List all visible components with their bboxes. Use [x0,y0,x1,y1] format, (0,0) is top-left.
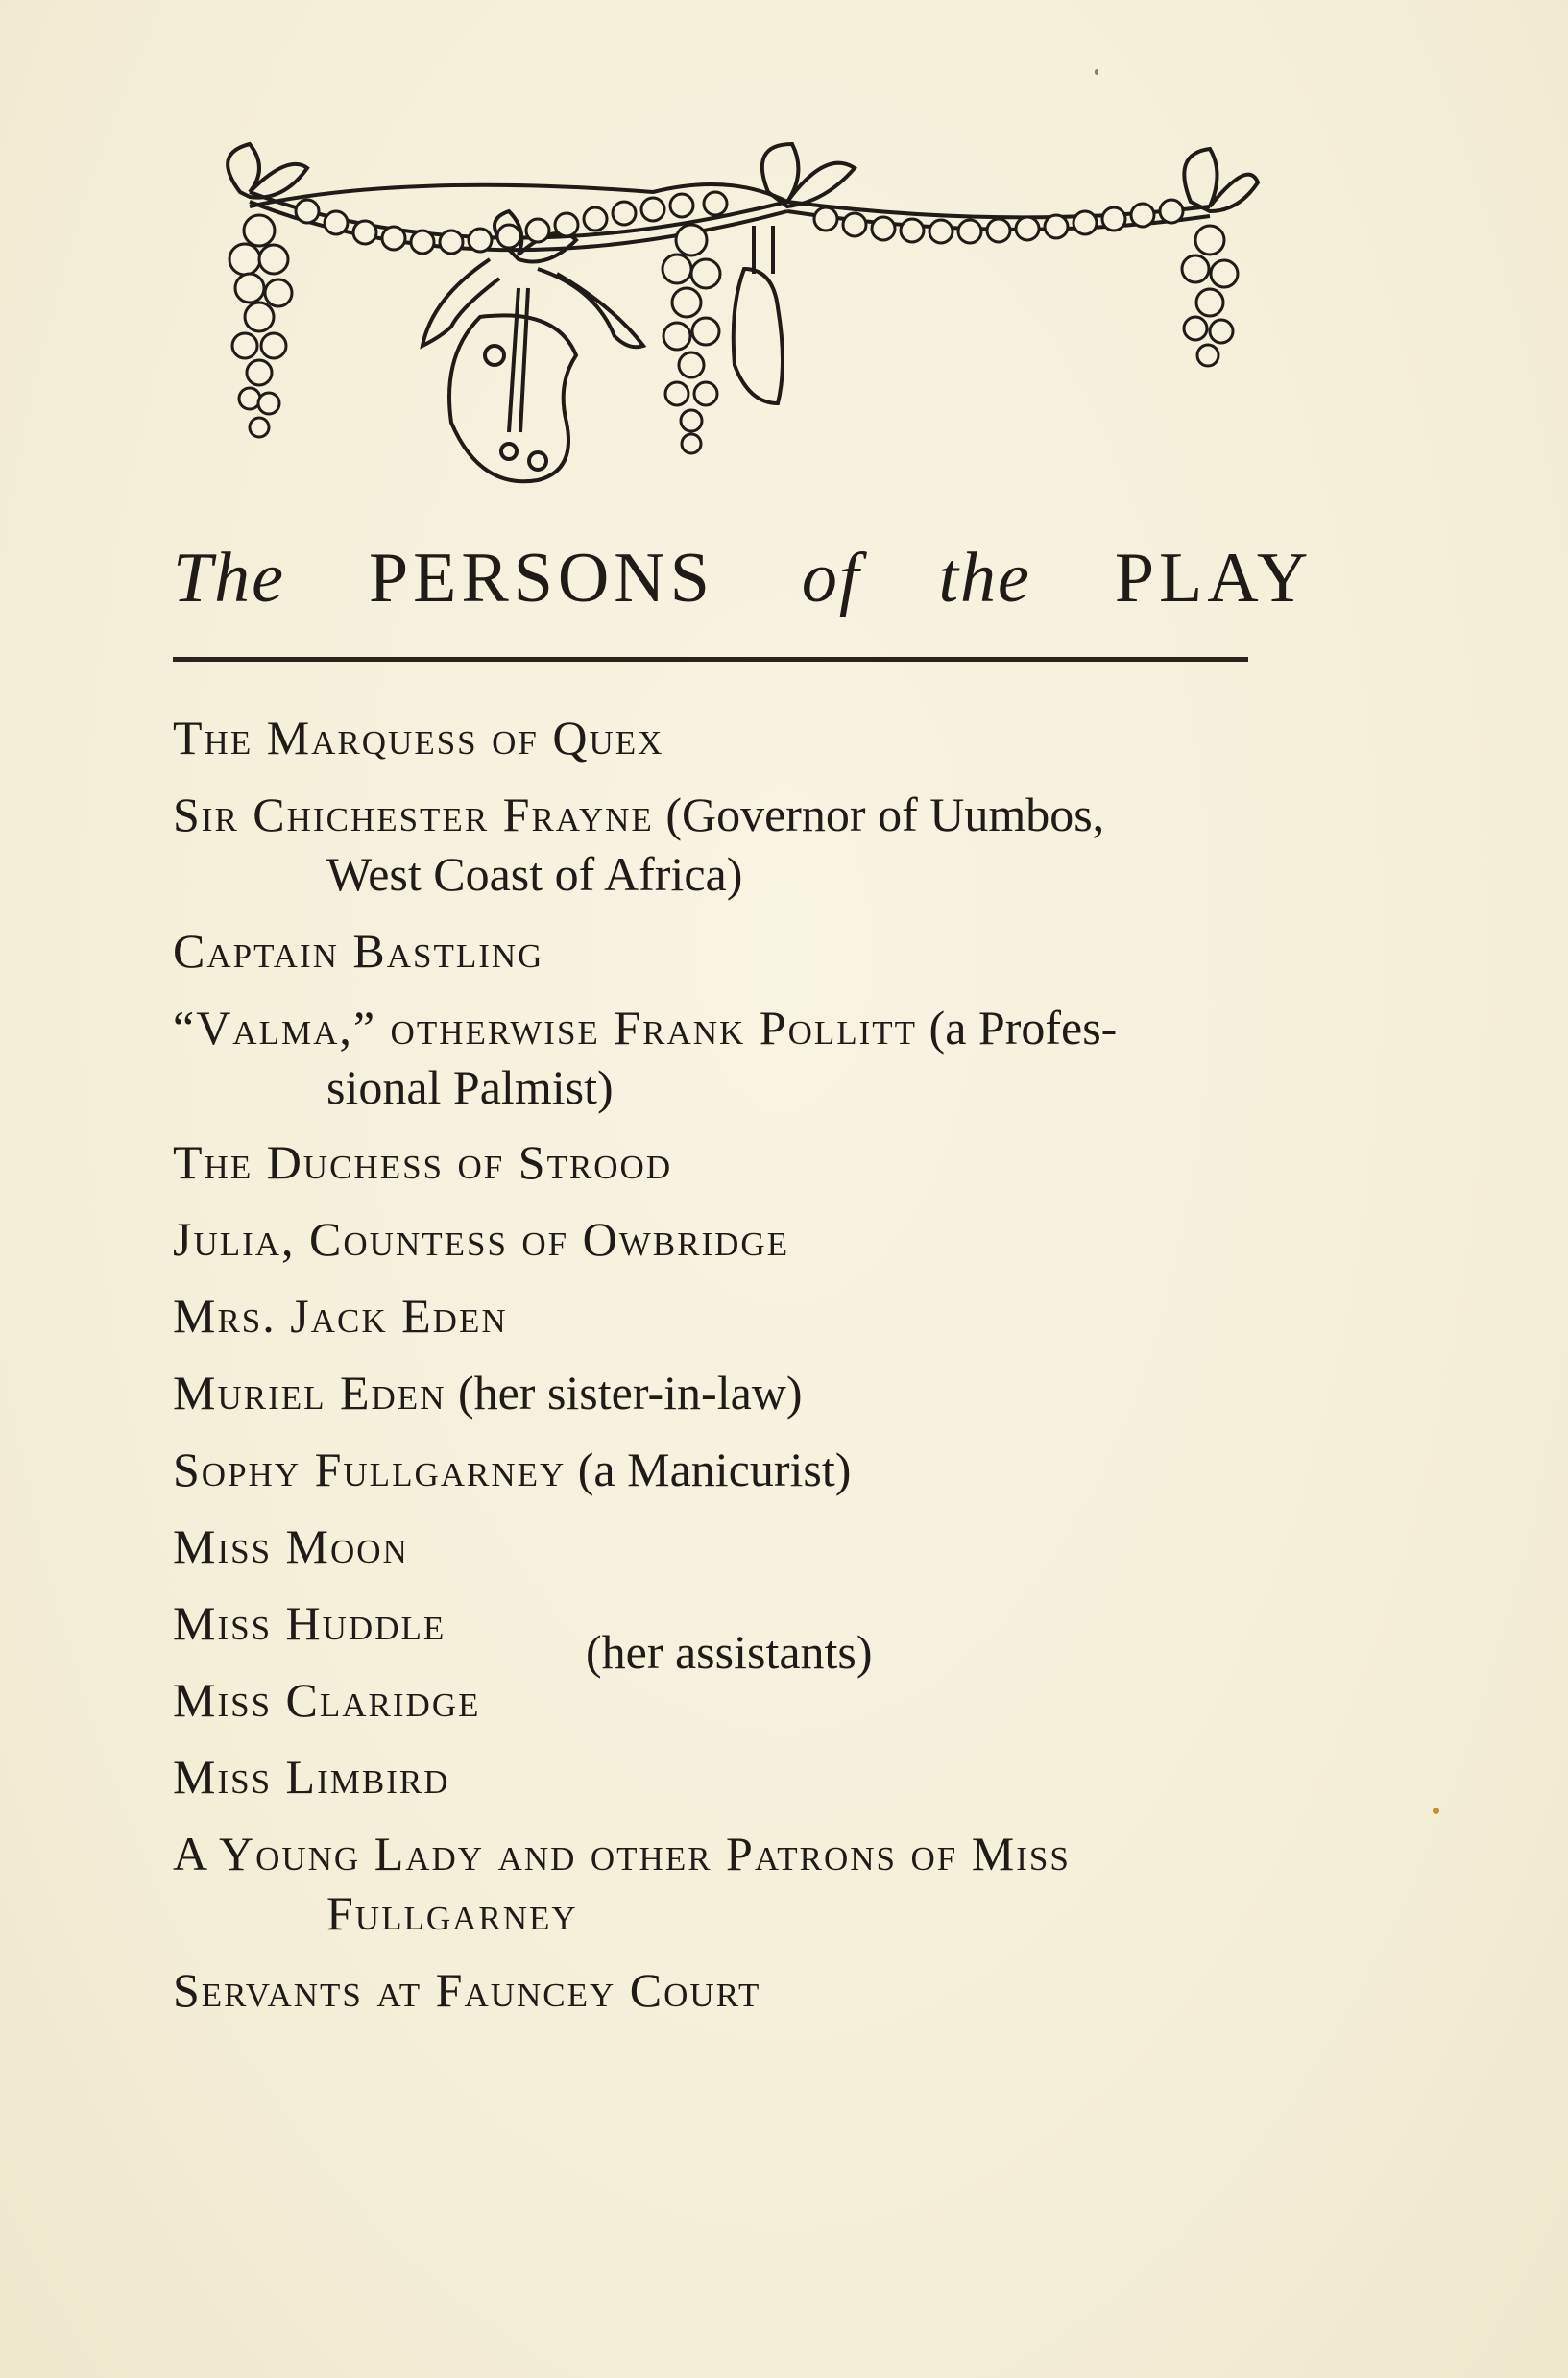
title-the-2: the [938,539,1031,618]
cast-entry [173,1131,672,1193]
cast-entry [173,1669,480,1731]
cast-entry [173,1208,789,1270]
cast-entry [173,1746,449,1808]
cast-entry [173,1362,803,1423]
title-rule [173,657,1248,662]
cast-description-cont: West Coast of Africa) [326,847,743,901]
cast-entry [173,920,543,982]
cast-name: Miss Huddle [173,1596,446,1650]
paper-speck [1433,1808,1439,1814]
cast-entry [173,784,1104,845]
cast-description: (her sister-in-law) [457,1366,803,1420]
cast-entry [173,707,663,768]
cast-name: Miss Moon [173,1519,409,1573]
title-play: PLAY [1114,539,1314,618]
cast-name: The Marquess of Quex [173,711,664,764]
page-title [173,538,1314,653]
cast-name: Miss Limbird [173,1750,450,1804]
cast-description: (a Profes- [929,1001,1118,1055]
cast-name: Servants at Fauncey Court [173,1963,761,2017]
cast-name: Julia, Countess of Owbridge [173,1212,790,1266]
cast-entry [173,1592,446,1654]
cast-entry [173,1285,508,1347]
cast-name: A Young Lady and other Patrons of Miss [173,1827,1071,1881]
cast-name: Miss Claridge [173,1673,481,1727]
title-of: of [801,539,861,618]
cast-name: Mrs. Jack Eden [173,1289,508,1343]
cast-description: (Governor of Uumbos, [665,788,1105,841]
cast-entry [173,1959,760,2021]
cast-name: Sir Chichester Frayne [173,788,654,841]
cast-name: Sophy Fullgarney [173,1443,567,1496]
cast-entry [173,997,1117,1058]
garland-ornament [192,115,1277,519]
cast-entry [173,1823,1071,1884]
cast-description: (a Manicurist) [577,1443,852,1496]
cast-entry [173,1516,409,1577]
title-the: The [173,539,285,618]
cast-name: Muriel Eden [173,1366,446,1420]
cast-entry [173,1439,851,1500]
cast-name: Captain Bastling [173,924,544,978]
cast-name: The Duchess of Strood [173,1135,673,1189]
cast-description-cont: sional Palmist) [326,1060,614,1114]
title-persons: PERSONS [369,539,714,618]
assistants-note: (her assistants) [586,1625,873,1679]
cast-name-cont: Fullgarney [326,1886,578,1940]
cast-name: “Valma,” otherwise Frank Pollitt [173,1001,918,1055]
paper-speck [1095,69,1098,75]
